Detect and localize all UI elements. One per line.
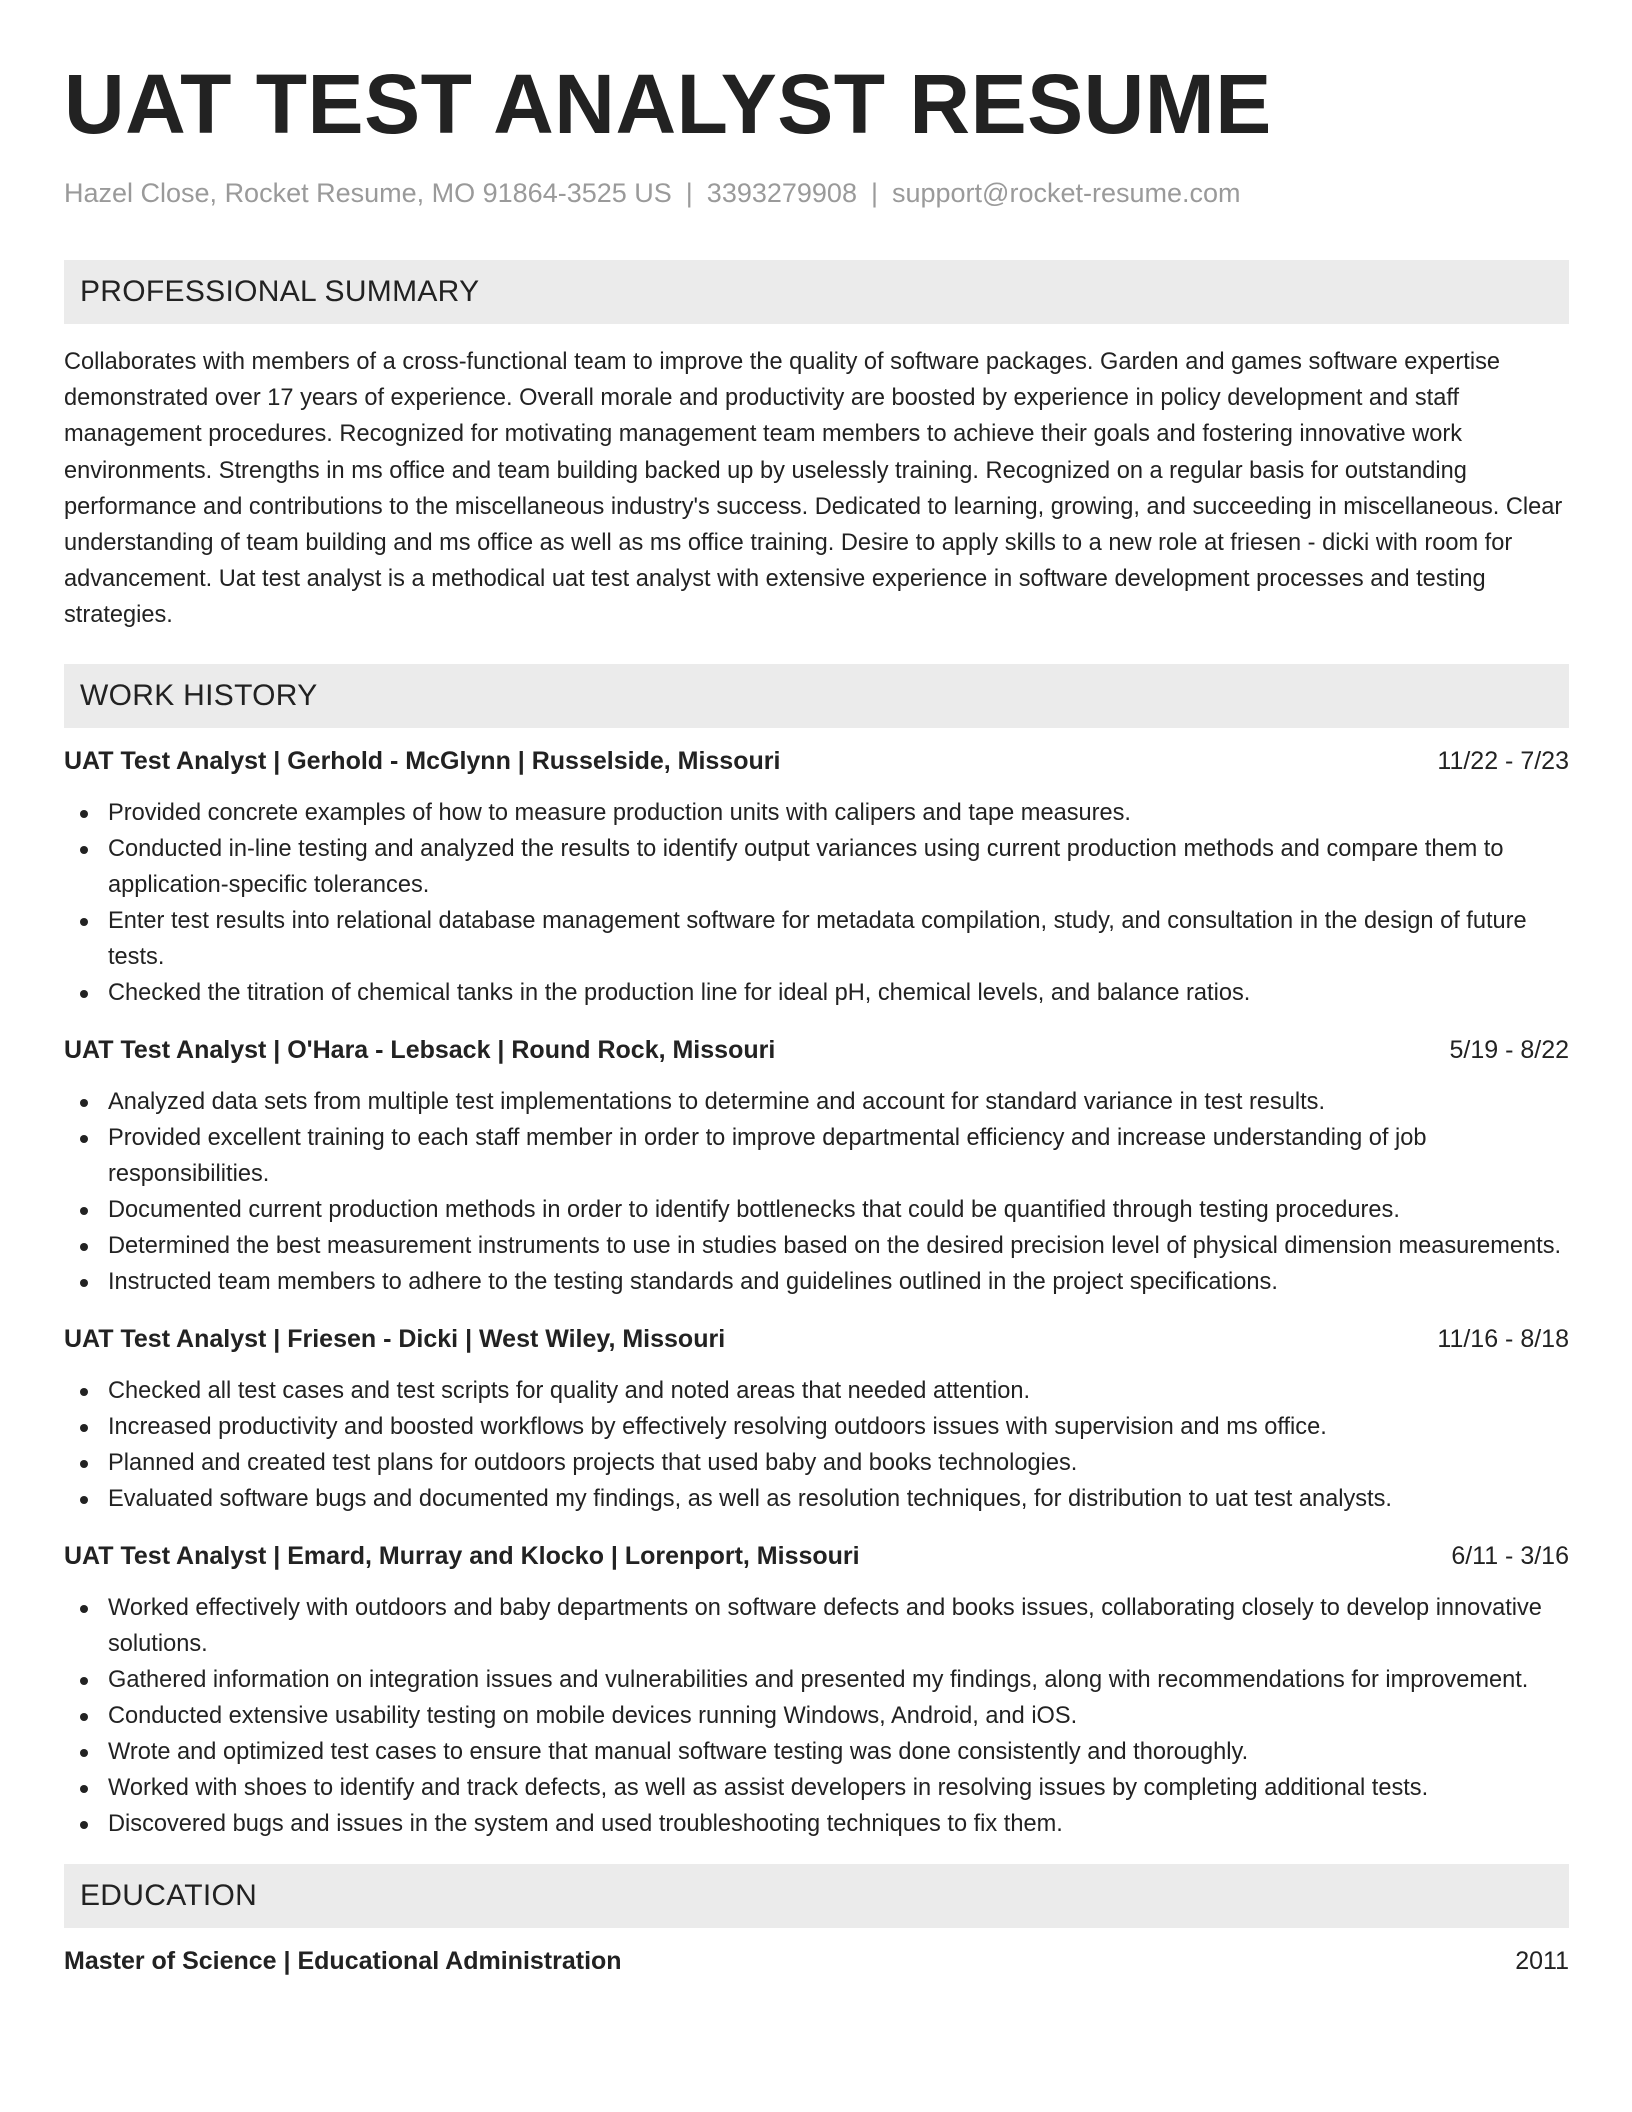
section-header-work-history: WORK HISTORY	[64, 664, 1569, 728]
job-header	[64, 744, 1569, 778]
job-header	[64, 1539, 1569, 1573]
job-title-line: UAT Test Analyst | Gerhold - McGlynn | Russelside, Missouri	[64, 746, 781, 775]
job-entry	[64, 1322, 1569, 1517]
contact-phone: 3393279908	[706, 178, 857, 208]
bullet-item: Determined the best measurement instruments to use in studies based on the desired precision level of physical dimension measurements.	[64, 1228, 1569, 1264]
bullet-item: Conducted extensive usability testing on mobile devices running Windows, Android, and iOS.	[64, 1698, 1569, 1734]
job-title-line: UAT Test Analyst | Emard, Murray and Klocko | Lorenport, Missouri	[64, 1541, 860, 1570]
bullet-item: Checked the titration of chemical tanks in the production line for ideal pH, chemical levels, and balance ratios.	[64, 975, 1569, 1011]
job-bullets	[64, 1590, 1569, 1842]
job-title-line: UAT Test Analyst | O'Hara - Lebsack | Round Rock, Missouri	[64, 1035, 776, 1064]
bullet-item: Worked effectively with outdoors and baby departments on software defects and books issues, collaborating closely to develop innovative solutions.	[64, 1590, 1569, 1662]
job-header	[64, 1033, 1569, 1067]
job-entry	[64, 1033, 1569, 1300]
job-dates: 6/11 - 3/16	[1451, 1541, 1569, 1570]
bullet-item: Wrote and optimized test cases to ensure that manual software testing was done consistently and thoroughly.	[64, 1734, 1569, 1770]
bullet-item: Increased productivity and boosted workflows by effectively resolving outdoors issues with supervision and ms office.	[64, 1409, 1569, 1445]
contact-separator: |	[870, 178, 878, 208]
contact-line	[64, 176, 1569, 210]
bullet-item: Instructed team members to adhere to the testing standards and guidelines outlined in the project specifications.	[64, 1264, 1569, 1300]
job-bullets	[64, 1373, 1569, 1517]
bullet-item: Enter test results into relational database management software for metadata compilation, study, and consultation in the design of future tests.	[64, 903, 1569, 975]
contact-address: Hazel Close, Rocket Resume, MO 91864-3525 US	[64, 178, 672, 208]
bullet-item: Provided excellent training to each staff member in order to improve departmental efficiency and increase understanding of job responsibilities.	[64, 1120, 1569, 1192]
section-header-summary: PROFESSIONAL SUMMARY	[64, 260, 1569, 324]
job-bullets	[64, 1084, 1569, 1300]
bullet-item: Analyzed data sets from multiple test implementations to determine and account for standard variance in test results.	[64, 1084, 1569, 1120]
job-dates: 11/16 - 8/18	[1437, 1324, 1569, 1353]
bullet-item: Provided concrete examples of how to measure production units with calipers and tape measures.	[64, 795, 1569, 831]
job-header	[64, 1322, 1569, 1356]
education-entry	[64, 1944, 1569, 1978]
bullet-item: Gathered information on integration issues and vulnerabilities and presented my findings, along with recommendations for improvement.	[64, 1662, 1569, 1698]
education-degree: Master of Science | Educational Administration	[64, 1946, 622, 1975]
job-bullets	[64, 795, 1569, 1011]
summary-text: Collaborates with members of a cross-functional team to improve the quality of software packages. Garden and games software expertise demonstrated over 17 years of experience. Overall morale and productivity are boosted by experience in policy development and staff management procedures. Recognized for motivating management team members to achieve their goals and fostering innovative work environments. Strengths in ms office and team building backed up by uselessly training. Recognized on a regular basis for outstanding performance and contributions to the miscellaneous industry's success. Dedicated to learning, growing, and succeeding in miscellaneous. Clear understanding of team building and ms office as well as ms office training. Desire to apply skills to a new role at friesen - dicki with room for advancement. Uat test analyst is a methodical uat test analyst with extensive experience in software development processes and testing strategies.	[64, 349, 1563, 629]
section-header-education: EDUCATION	[64, 1864, 1569, 1928]
job-dates: 5/19 - 8/22	[1449, 1035, 1569, 1064]
education-year: 2011	[1515, 1946, 1569, 1975]
job-entry	[64, 1539, 1569, 1842]
bullet-item: Worked with shoes to identify and track defects, as well as assist developers in resolving issues by completing additional tests.	[64, 1770, 1569, 1806]
bullet-item: Discovered bugs and issues in the system and used troubleshooting techniques to fix them.	[64, 1806, 1569, 1842]
bullet-item: Evaluated software bugs and documented my findings, as well as resolution techniques, for distribution to uat test analysts.	[64, 1481, 1569, 1517]
bullet-item: Planned and created test plans for outdoors projects that used baby and books technologies.	[64, 1445, 1569, 1481]
job-entry	[64, 744, 1569, 1011]
bullet-item: Conducted in-line testing and analyzed the results to identify output variances using current production methods and compare them to application-specific tolerances.	[64, 831, 1569, 903]
job-dates: 11/22 - 7/23	[1437, 746, 1569, 775]
resume-title: UAT TEST ANALYST RESUME	[64, 57, 1272, 151]
contact-email: support@rocket-resume.com	[891, 178, 1241, 208]
bullet-item: Documented current production methods in order to identify bottlenecks that could be quantified through testing procedures.	[64, 1192, 1569, 1228]
bullet-item: Checked all test cases and test scripts for quality and noted areas that needed attention.	[64, 1373, 1569, 1409]
job-title-line: UAT Test Analyst | Friesen - Dicki | West Wiley, Missouri	[64, 1324, 726, 1353]
contact-separator: |	[685, 178, 693, 208]
